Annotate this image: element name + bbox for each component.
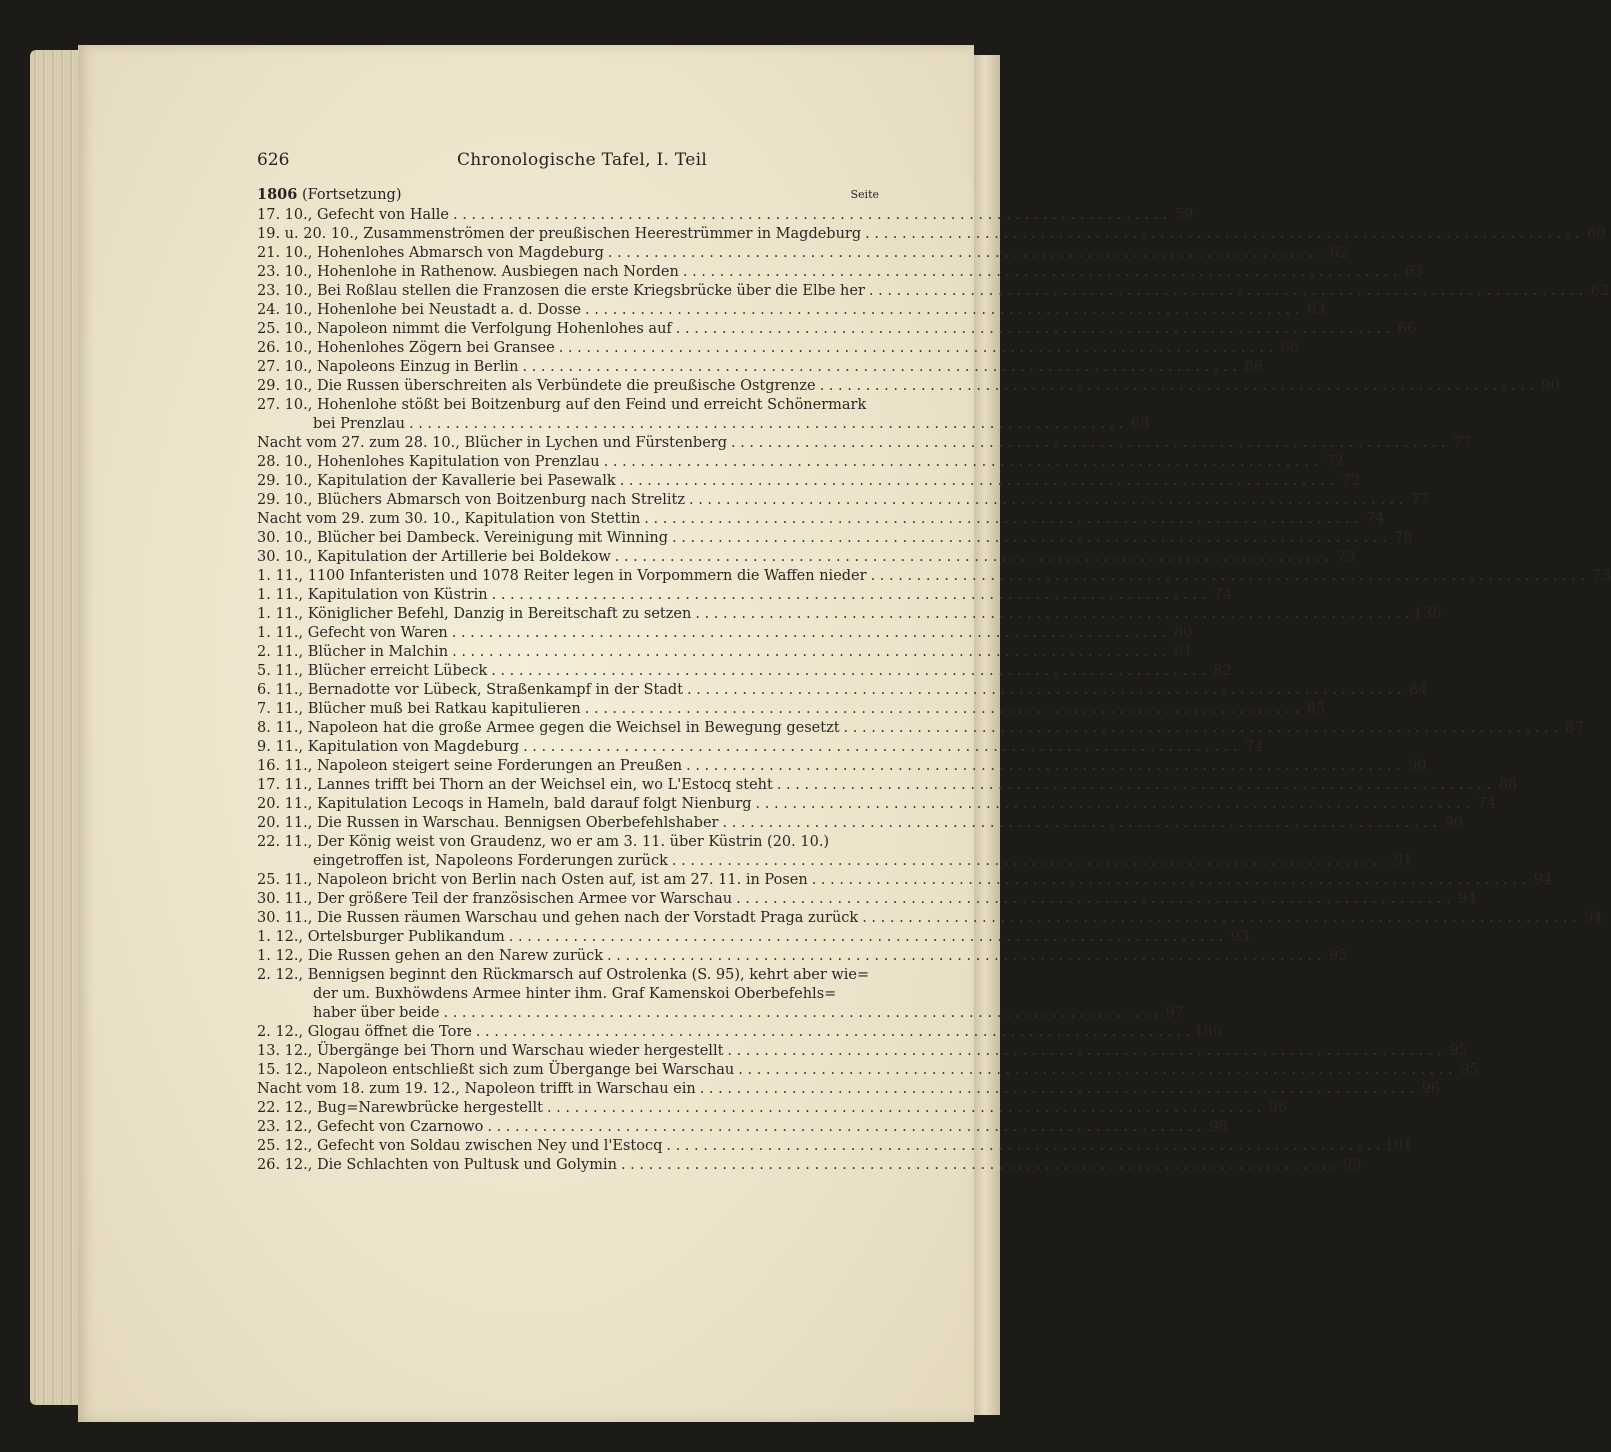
entry-date: 25. 10., <box>257 321 313 337</box>
entry-date: 1. 11., <box>257 625 304 641</box>
entry-date: 17. 11., <box>257 777 313 793</box>
section-continuation: (Fortsetzung) <box>301 187 402 203</box>
dot-leader <box>444 1004 1158 1023</box>
list-item <box>257 301 1326 320</box>
entry-page-ref: 90 <box>1408 758 1427 774</box>
entry-page-ref: 80 <box>1173 625 1193 641</box>
dot-leader <box>608 244 1322 263</box>
entry-page-ref: 95 <box>1449 1043 1468 1059</box>
dot-leader <box>683 263 1397 282</box>
list-item <box>257 339 1300 358</box>
list-item <box>257 966 1184 1023</box>
entry-date: 30. 11., <box>257 910 313 926</box>
list-item <box>257 491 1430 510</box>
entry-page-ref: 99 <box>1342 1157 1362 1173</box>
list-item <box>257 548 1356 567</box>
entry-text: Kapitulation Lecoqs in Hameln, bald darauf folgt Nienburg <box>316 796 752 812</box>
entry-text: Blüchers Abmarsch von Boitzenburg nach Strelitz <box>316 492 685 508</box>
dot-leader <box>620 472 1334 491</box>
entry-date: 22. 12., <box>257 1100 313 1116</box>
entry-date: Nacht vom 18. zum 19. 12., <box>257 1081 460 1097</box>
running-title: Chronologische Tafel, I. Teil <box>457 150 708 170</box>
entry-date: 23. 12., <box>257 1119 313 1135</box>
entry-page-ref: 72 <box>1325 454 1345 470</box>
entry-date: 30. 10., <box>257 530 313 546</box>
list-item <box>257 947 1348 966</box>
entry-page-ref: 66 <box>1397 321 1417 337</box>
entry-page-ref: 98 <box>1209 1119 1228 1135</box>
entry-text: Der König weist von Graudenz, wo er am 3. 11. über Küstrin (20. 10.) <box>316 834 830 850</box>
dot-leader <box>862 909 1576 928</box>
entry-text: Bug=Narewbrücke hergestellt <box>316 1100 543 1116</box>
entry-date: 29. 10., <box>257 492 313 508</box>
list-item <box>257 1137 1413 1156</box>
entry-date: 2. 12., <box>257 1024 304 1040</box>
list-item <box>257 453 1345 472</box>
entry-date: 23. 10., <box>257 264 313 280</box>
entry-date: 27. 10., <box>257 397 313 413</box>
section-year: 1806 <box>257 186 298 203</box>
entry-text: Bei Roßlau stellen die Franzosen die erste Kriegsbrücke über die Elbe her <box>316 283 865 299</box>
list-item <box>257 909 1603 928</box>
dot-leader <box>727 1042 1441 1061</box>
entry-text: Kapitulation der Kavallerie bei Pasewalk <box>316 473 616 489</box>
entry-page-ref: 96 <box>1421 1081 1441 1097</box>
entry-text-continued: der um. Buxhöwdens Armee hinter ihm. Graf Kamenskoi Oberbefehls= <box>313 986 837 1002</box>
list-item <box>257 320 1417 339</box>
entry-page-ref: 87 <box>1565 720 1584 736</box>
entry-page-ref: 94 <box>1533 872 1553 888</box>
entry-date: Nacht vom 27. zum 28. 10., <box>257 435 460 451</box>
entry-page-ref: 91 <box>1393 853 1413 869</box>
page-header <box>257 150 867 176</box>
dot-leader <box>585 301 1299 320</box>
dot-leader <box>731 434 1445 453</box>
dot-leader <box>523 738 1237 757</box>
entry-text: Gefecht von Czarnowo <box>316 1119 484 1135</box>
entry-text: Übergänge bei Thorn und Warschau wieder hergestellt <box>316 1043 724 1059</box>
entry-text: Napoleon steigert seine Forderungen an Preußen <box>316 758 683 774</box>
entry-text: Blücher bei Dambeck. Vereinigung mit Winning <box>316 530 669 546</box>
entry-text: Hohenlohe in Rathenow. Ausbiegen nach Norden <box>316 264 679 280</box>
entry-text: Lannes trifft bei Thorn an der Weichsel ein, wo L'Estocq steht <box>316 777 773 793</box>
list-item <box>257 1080 1441 1099</box>
entry-text: Hohenlohe bei Neustadt a. d. Dosse <box>316 302 582 318</box>
dot-leader <box>672 852 1386 871</box>
entry-text: Bennigsen beginnt den Rückmarsch auf Ostrolenka (S. 95), kehrt aber wie= <box>307 967 870 983</box>
entry-date: 24. 10., <box>257 302 313 318</box>
entry-date: 22. 11., <box>257 834 313 850</box>
dot-leader <box>777 776 1491 795</box>
dot-leader <box>869 282 1583 301</box>
entry-page-ref: 88 <box>1498 777 1518 793</box>
entry-text-continued: haber über beide <box>313 1005 440 1021</box>
entry-date: 25. 12., <box>257 1138 313 1154</box>
entry-text: Der größere Teil der französischen Armee vor Warschau <box>316 891 733 907</box>
entry-date: 6. 11., <box>257 682 304 698</box>
entry-page-ref: 94 <box>1584 910 1603 926</box>
entry-text: Kapitulation von Magdeburg <box>307 739 520 755</box>
dot-leader <box>871 567 1585 586</box>
list-item <box>257 472 1361 491</box>
list-item <box>257 434 1472 453</box>
list-item <box>257 605 1442 624</box>
dot-leader <box>695 605 1409 624</box>
entry-page-ref: 82 <box>1213 663 1232 679</box>
entry-text: Napoleon nimmt die Verfolgung Hohenlohes auf <box>316 321 672 337</box>
dot-leader <box>722 814 1436 833</box>
entry-text: Gefecht von Halle <box>316 207 449 223</box>
entry-date: 2. 12., <box>257 967 304 983</box>
list-item <box>257 1099 1288 1118</box>
entry-date: 9. 11., <box>257 739 304 755</box>
entry-text: Kapitulation von Stettin <box>464 511 641 527</box>
entry-date: Nacht vom 29. zum 30. 10., <box>257 511 460 527</box>
entry-text: Hohenlohe stößt bei Boitzenburg auf den Feind und erreicht Schönermark <box>316 397 867 413</box>
dot-leader <box>621 1156 1335 1175</box>
entry-page-ref: 94 <box>1458 891 1477 907</box>
dot-leader <box>615 548 1329 567</box>
list-item <box>257 738 1264 757</box>
list-item <box>257 1042 1468 1061</box>
dot-leader <box>820 377 1534 396</box>
entry-date: 1. 11., <box>257 587 304 603</box>
list-item <box>257 282 1610 301</box>
list-item <box>257 833 1413 871</box>
dot-leader <box>604 453 1318 472</box>
entry-date: 13. 12., <box>257 1043 313 1059</box>
entry-date: 1. 12., <box>257 948 304 964</box>
entry-date: 29. 10., <box>257 473 313 489</box>
entry-text: 1100 Infanteristen und 1078 Reiter legen in Vorpommern die Waffen nieder <box>307 568 867 584</box>
entry-text: Hohenlohes Zögern bei Gransee <box>316 340 555 356</box>
list-item <box>257 795 1496 814</box>
list-item <box>257 662 1232 681</box>
entry-date: 15. 12., <box>257 1062 313 1078</box>
entry-page-ref: 74 <box>1366 511 1385 527</box>
entry-date: 30. 11., <box>257 891 313 907</box>
dot-leader <box>738 1061 1452 1080</box>
entry-date: 19. u. 20. 10., <box>257 226 359 242</box>
dot-leader <box>409 415 1123 434</box>
list-item <box>257 776 1518 795</box>
entry-page-ref: 77 <box>1410 492 1430 508</box>
list-item <box>257 529 1413 548</box>
list-item <box>257 890 1477 909</box>
list-item <box>257 624 1193 643</box>
entry-page-ref: 74 <box>1477 796 1496 812</box>
entry-text: Kapitulation der Artillerie bei Boldekow <box>316 549 611 565</box>
dot-leader <box>452 643 1166 662</box>
list-item <box>257 719 1584 738</box>
entry-text: Blücher muß bei Ratkau kapitulieren <box>307 701 581 717</box>
section-heading <box>257 186 879 206</box>
entry-page-ref: 136 <box>1413 606 1442 622</box>
entry-date: 1. 11., <box>257 568 304 584</box>
dot-leader <box>689 491 1403 510</box>
entry-text: Glogau öffnet die Tore <box>307 1024 472 1040</box>
entry-date: 20. 11., <box>257 815 313 831</box>
entry-page-ref: 86 <box>1244 359 1263 375</box>
dot-leader <box>686 757 1400 776</box>
dot-leader <box>687 681 1401 700</box>
dot-leader <box>452 624 1166 643</box>
entry-page-ref: 81 <box>1174 644 1193 660</box>
list-item <box>257 700 1326 719</box>
entry-page-ref: 101 <box>1384 1138 1413 1154</box>
entry-date: 23. 10., <box>257 283 313 299</box>
entry-date: 25. 11., <box>257 872 313 888</box>
entry-text: Blücher erreicht Lübeck <box>307 663 488 679</box>
list-item <box>257 1061 1479 1080</box>
dot-leader <box>453 206 1167 225</box>
entry-text: Königlicher Befehl, Danzig in Bereitschaft zu setzen <box>307 606 692 622</box>
entry-text: Bernadotte vor Lübeck, Straßenkampf in der Stadt <box>307 682 684 698</box>
list-item <box>257 206 1194 225</box>
list-item <box>257 928 1250 947</box>
dot-leader <box>672 529 1386 548</box>
entry-date: 5. 11., <box>257 663 304 679</box>
entry-text: Ortelsburger Publikandum <box>307 929 505 945</box>
dot-leader <box>644 510 1358 529</box>
dot-leader <box>559 339 1273 358</box>
list-item <box>257 263 1424 282</box>
dot-leader <box>491 662 1205 681</box>
entry-text: Napoleon bricht von Berlin nach Osten auf, ist am 27. 11. in Posen <box>316 872 808 888</box>
entry-date: 7. 11., <box>257 701 304 717</box>
entry-page-ref: 68 <box>1130 416 1150 432</box>
dot-leader <box>666 1137 1380 1156</box>
dot-leader <box>585 700 1299 719</box>
entry-page-ref: 78 <box>1394 530 1413 546</box>
entry-date: 1. 12., <box>257 929 304 945</box>
list-item <box>257 377 1561 396</box>
entry-page-ref: 180 <box>1194 1024 1222 1040</box>
list-item <box>257 814 1463 833</box>
entry-date: 2. 11., <box>257 644 304 660</box>
entry-page-ref: 73 <box>1592 568 1611 584</box>
dot-leader <box>487 1118 1201 1137</box>
entry-date: 28. 10., <box>257 454 313 470</box>
entry-date: 1. 11., <box>257 606 304 622</box>
dot-leader <box>492 586 1206 605</box>
entry-date: 30. 10., <box>257 549 313 565</box>
entry-page-ref: 95 <box>1460 1062 1479 1078</box>
dot-leader <box>607 947 1321 966</box>
list-item <box>257 225 1606 244</box>
list-item <box>257 1023 1222 1042</box>
dot-leader <box>522 358 1236 377</box>
entry-text: Napoleon entschließt sich zum Übergange bei Warschau <box>316 1062 735 1078</box>
dot-leader <box>509 928 1223 947</box>
entry-text: Gefecht von Soldau zwischen Ney und l'Estocq <box>316 1138 663 1154</box>
list-item <box>257 1156 1362 1175</box>
list-item <box>257 586 1233 605</box>
entry-text: Blücher in Malchin <box>307 644 449 660</box>
entry-text: Die Russen räumen Warschau und gehen nach der Vorstadt Praga zurück <box>316 910 859 926</box>
entry-text: Hohenlohes Kapitulation von Prenzlau <box>316 454 600 470</box>
dot-leader <box>700 1080 1414 1099</box>
chronology-list <box>257 206 1611 1175</box>
dot-leader <box>756 795 1470 814</box>
entry-page-ref: 59 <box>1174 207 1194 223</box>
entry-text: Napoleon trifft in Warschau ein <box>464 1081 696 1097</box>
entry-text-continued: bei Prenzlau <box>313 416 405 432</box>
entry-text: Napoleon hat die große Armee gegen die Weichsel in Bewegung gesetzt <box>307 720 840 736</box>
list-item <box>257 1118 1228 1137</box>
entry-page-ref: 85 <box>1306 701 1326 717</box>
entry-text: Napoleons Einzug in Berlin <box>316 359 519 375</box>
entry-date: 27. 10., <box>257 359 313 375</box>
entry-date: 29. 10., <box>257 378 313 394</box>
dot-leader <box>547 1099 1261 1118</box>
page-number: 626 <box>257 150 290 170</box>
entry-page-ref: 97 <box>1165 1005 1184 1021</box>
list-item <box>257 757 1427 776</box>
entry-page-ref: 72 <box>1341 473 1361 489</box>
entry-page-ref: 90 <box>1444 815 1463 831</box>
entry-page-ref: 84 <box>1409 682 1428 698</box>
dot-leader <box>736 890 1450 909</box>
entry-text: Die Schlachten von Pultusk und Golymin <box>316 1157 617 1173</box>
entry-text: Die Russen überschreiten als Verbündete die preußische Ostgrenze <box>316 378 816 394</box>
dot-leader <box>865 225 1579 244</box>
entry-text-continued: eingetroffen ist, Napoleons Forderungen zurück <box>313 853 668 869</box>
entry-page-ref: 63 <box>1404 264 1424 280</box>
dot-leader <box>476 1023 1190 1042</box>
entry-date: 26. 10., <box>257 340 313 356</box>
entry-text: Hohenlohes Abmarsch von Magdeburg <box>316 245 604 261</box>
dot-leader <box>676 320 1390 339</box>
entry-page-ref: 66 <box>1280 340 1300 356</box>
entry-text: Zusammenströmen der preußischen Heerestrümmer in Magdeburg <box>363 226 862 242</box>
entry-text: Die Russen gehen an den Narew zurück <box>307 948 604 964</box>
entry-page-ref: 96 <box>1268 1100 1288 1116</box>
list-item <box>257 244 1349 263</box>
entry-page-ref: 73 <box>1336 549 1356 565</box>
dot-leader <box>812 871 1526 890</box>
entry-date: 26. 12., <box>257 1157 313 1173</box>
entry-text: Die Russen in Warschau. Bennigsen Oberbefehlshaber <box>316 815 719 831</box>
list-item <box>257 567 1611 586</box>
entry-text: Gefecht von Waren <box>307 625 448 641</box>
entry-date: 16. 11., <box>257 758 313 774</box>
entry-page-ref: 63 <box>1306 302 1326 318</box>
entry-date: 21. 10., <box>257 245 313 261</box>
entry-page-ref: 90 <box>1541 378 1561 394</box>
entry-text: Blücher in Lychen und Fürstenberg <box>464 435 727 451</box>
entry-page-ref: 74 <box>1213 587 1233 603</box>
list-item <box>257 681 1428 700</box>
entry-page-ref: 93 <box>1230 929 1250 945</box>
dot-leader <box>844 719 1558 738</box>
list-item <box>257 510 1385 529</box>
entry-page-ref: 62 <box>1329 245 1349 261</box>
entry-page-ref: 95 <box>1328 948 1348 964</box>
entry-page-ref: 60 <box>1587 226 1606 242</box>
page-column-label: Seite <box>850 188 879 201</box>
list-item <box>257 396 1150 434</box>
entry-page-ref: 77 <box>1452 435 1472 451</box>
list-item <box>257 358 1263 377</box>
entry-date: 17. 10., <box>257 207 313 223</box>
list-item <box>257 871 1553 890</box>
entry-date: 8. 11., <box>257 720 304 736</box>
entry-page-ref: 62 <box>1590 283 1610 299</box>
list-item <box>257 643 1193 662</box>
entry-text: Kapitulation von Küstrin <box>307 587 488 603</box>
entry-date: 20. 11., <box>257 796 313 812</box>
entry-page-ref: 74 <box>1245 739 1264 755</box>
